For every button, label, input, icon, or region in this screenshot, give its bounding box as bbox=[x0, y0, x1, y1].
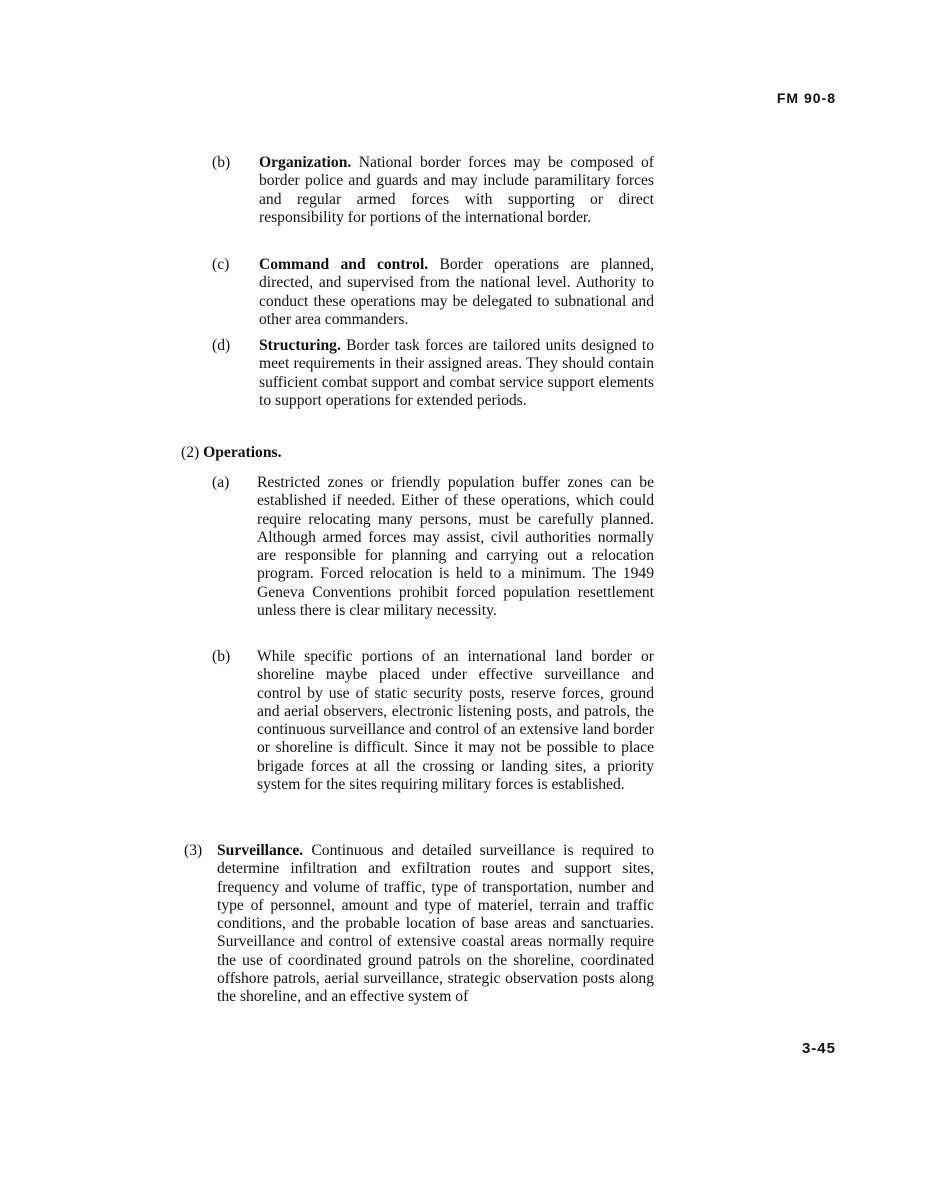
section-heading-operations bbox=[181, 444, 282, 462]
item-title: Command and control. bbox=[259, 256, 429, 273]
paragraph-operations-b bbox=[212, 648, 654, 794]
item-text: Restricted zones or friendly population buffer zones can be established if needed. Either of these operations, which could require relocating many persons, must be carefully planned. Although armed forces may assist, civil authorities normally are responsible for planning and carrying out a relocation program. Forced relocation is held to a minimum. The 1949 Geneva Conventions prohibit forced population resettlement unless there is clear military necessity. bbox=[257, 474, 654, 620]
document-id-header: FM 90-8 bbox=[776, 90, 836, 106]
item-marker: (d) bbox=[212, 337, 231, 354]
item-text: Border operations are planned, directed, and supervised from the national level. Authority to conduct these operations may be delegated to subnational and other area commanders. bbox=[259, 256, 654, 328]
item-text: While specific portions of an international land border or shoreline maybe placed under effective surveillance and control by use of static security posts, reserve forces, ground and aerial observers, electronic listening posts, and patrols, the continuous surveillance and control of an extensive land border or shoreline is difficult. Since it may not be possible to place brigade forces at all the crossing or landing sites, a priority system for the sites requiring military forces is established. bbox=[257, 648, 654, 794]
paragraph-operations-a bbox=[212, 474, 654, 620]
paragraph-structuring bbox=[212, 337, 654, 410]
item-marker: (b) bbox=[212, 154, 231, 171]
paragraph-command-and-control bbox=[212, 256, 654, 329]
item-title: Organization. bbox=[259, 154, 352, 171]
item-marker: (c) bbox=[212, 256, 230, 273]
section-marker: (3) bbox=[184, 842, 203, 859]
page-number: 3-45 bbox=[801, 1040, 836, 1057]
item-marker: (a) bbox=[212, 474, 230, 491]
section-title: Operations. bbox=[203, 444, 282, 461]
section-text: Continuous and detailed surveillance is required to determine infiltration and exfiltration routes and support sites, frequency and volume of traffic, type of transportation, number and type of personnel, amount and type of materiel, terrain and traffic conditions, and the probable location of base areas and sanctuaries. Surveillance and control of extensive coastal areas normally require the use of coordinated ground patrols on the shoreline, coordinated offshore patrols, aerial surveillance, strategic observation posts along the shoreline, and an effective system of bbox=[217, 842, 654, 1006]
section-marker: (2) bbox=[181, 444, 200, 461]
item-text: National border forces may be composed of border police and guards and may include paramilitary forces and regular armed forces with supporting or direct responsibility for portions of the international border. bbox=[259, 154, 654, 226]
paragraph-surveillance bbox=[184, 842, 654, 1007]
paragraph-organization bbox=[212, 154, 654, 227]
section-title: Surveillance. bbox=[217, 842, 304, 859]
item-marker: (b) bbox=[212, 648, 231, 665]
item-text: Border task forces are tailored units designed to meet requirements in their assigned areas. They should contain sufficient combat support and combat service support elements to support operations for extended periods. bbox=[259, 337, 654, 409]
item-title: Structuring. bbox=[259, 337, 341, 354]
